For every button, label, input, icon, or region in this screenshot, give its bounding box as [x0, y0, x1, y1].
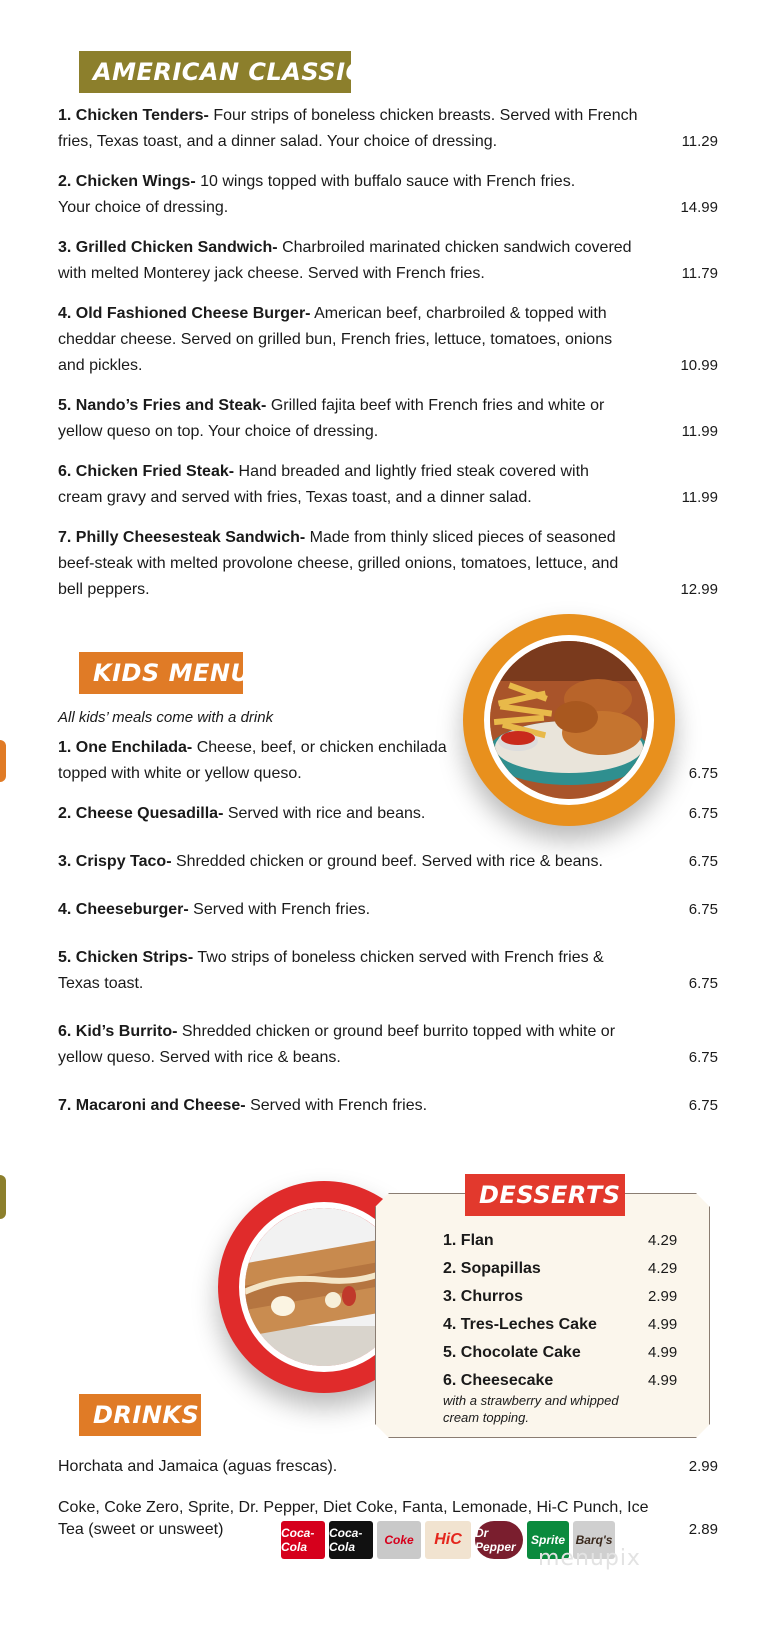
sprite-logo: Sprite — [527, 1521, 569, 1559]
item-price: 11.99 — [681, 423, 718, 440]
item-name: 1. One Enchilada- — [58, 739, 193, 756]
drink-price: 2.89 — [688, 1521, 718, 1538]
item-desc: Cheese, beef, or chicken enchilada topped with white or yellow queso. — [58, 739, 447, 782]
item-name: 2. Cheese Quesadilla- — [58, 805, 224, 822]
american-classics-banner: AMERICAN CLASSICS — [79, 51, 351, 93]
item-name: 7. Macaroni and Cheese- — [58, 1097, 246, 1114]
dessert-name: 1. Flan — [443, 1232, 494, 1249]
item-price: 11.79 — [681, 265, 718, 282]
menu-item-fries-and-steak — [58, 393, 718, 445]
edge-mark-orange — [0, 740, 6, 782]
drink-desc: Coke, Coke Zero, Sprite, Dr. Pepper, Diet Coke, Fanta, Lemonade, Hi-C Punch, Ice Tea (sweet or unsweet) — [58, 1499, 649, 1538]
dessert-flan — [443, 1232, 693, 1250]
kids-menu-banner: KIDS MENU — [79, 652, 243, 694]
menu-item-philly-cheesesteak — [58, 525, 718, 603]
item-name: 7. Philly Cheesesteak Sandwich- — [58, 529, 306, 546]
item-price: 10.99 — [680, 357, 718, 374]
item-name: 3. Grilled Chicken Sandwich- — [58, 239, 278, 256]
menu-item-chicken-fried-steak — [58, 459, 718, 511]
item-desc: Two strips of boneless chicken served with French fries & Texas toast. — [58, 949, 604, 992]
coca-cola-logo: Coca-Cola — [281, 1521, 325, 1559]
item-price: 6.75 — [688, 853, 718, 870]
item-price: 11.99 — [681, 489, 718, 506]
item-name: 6. Kid’s Burrito- — [58, 1023, 178, 1040]
kids-item-cheeseburger — [58, 897, 718, 923]
dessert-price: 2.99 — [648, 1288, 678, 1305]
item-name: 3. Crispy Taco- — [58, 853, 172, 870]
item-desc: Served with French fries. — [193, 901, 371, 918]
dessert-name: 6. Cheesecake — [443, 1372, 554, 1389]
menu-item-cheese-burger — [58, 301, 718, 379]
dessert-price: 4.29 — [648, 1260, 678, 1277]
item-desc: 10 wings topped with buffalo sauce with French fries. Your choice of dressing. — [58, 173, 576, 216]
dessert-price: 4.99 — [648, 1372, 678, 1389]
item-price: 6.75 — [688, 805, 718, 822]
item-name: 4. Old Fashioned Cheese Burger- — [58, 305, 311, 322]
dessert-name: 5. Chocolate Cake — [443, 1344, 581, 1361]
drinks-banner: DRINKS — [79, 1394, 201, 1436]
dessert-price: 4.29 — [648, 1232, 678, 1249]
item-price: 6.75 — [688, 901, 718, 918]
kids-item-burrito — [58, 1019, 718, 1071]
item-desc: Four strips of boneless chicken breasts. Served with French fries, Texas toast, and a dinner salad. Your choice of dressing. — [58, 107, 638, 150]
item-desc: Served with rice and beans. — [227, 805, 426, 822]
dessert-price: 4.99 — [648, 1316, 678, 1333]
coca-cola-black-logo: Coca-Cola — [329, 1521, 373, 1559]
item-name: 6. Chicken Fried Steak- — [58, 463, 235, 480]
watermark: menupix — [538, 1546, 641, 1571]
dessert-name: 2. Sopapillas — [443, 1260, 541, 1277]
item-desc: Served with French fries. — [250, 1097, 428, 1114]
dessert-sopapillas — [443, 1260, 693, 1278]
desserts-banner: DESSERTS — [465, 1174, 625, 1216]
dessert-churros — [443, 1288, 693, 1306]
item-desc: Shredded chicken or ground beef burrito topped with white or yellow queso. Served with rice & beans. — [58, 1023, 616, 1066]
coke-logo: Coke — [377, 1521, 421, 1559]
hi-c-logo: HiC — [425, 1521, 471, 1559]
edge-mark-olive — [0, 1175, 6, 1219]
drink-aguas-frescas — [58, 1456, 718, 1478]
cheesecake-note: with a strawberry and whipped cream topping. — [443, 1393, 619, 1425]
dessert-chocolate-cake — [443, 1344, 693, 1362]
dessert-name: 3. Churros — [443, 1288, 524, 1305]
dessert-price: 4.99 — [648, 1344, 678, 1361]
item-price: 11.29 — [681, 133, 718, 150]
item-desc: Grilled fajita beef with French fries and white or yellow queso on top. Your choice of dressing. — [58, 397, 605, 440]
item-desc: Charbroiled marinated chicken sandwich covered with melted Monterey jack cheese. Served with French fries. — [58, 239, 632, 282]
kids-item-chicken-strips — [58, 945, 718, 997]
kids-item-one-enchilada — [58, 735, 718, 787]
kids-item-cheese-quesadilla — [58, 801, 718, 827]
item-desc: Hand breaded and lightly fried steak covered with cream gravy and served with fries, Texas toast, and a dinner salad. — [58, 463, 589, 506]
dessert-name: 4. Tres-Leches Cake — [443, 1316, 597, 1333]
item-price: 6.75 — [688, 1049, 718, 1066]
dessert-tres-leches-cake — [443, 1316, 693, 1334]
item-name: 4. Cheeseburger- — [58, 901, 189, 918]
menu-item-grilled-chicken-sandwich — [58, 235, 718, 287]
item-desc: Shredded chicken or ground beef. Served with rice & beans. — [175, 853, 603, 870]
item-desc: Made from thinly sliced pieces of seasoned beef-steak with melted provolone cheese, grilled onions, tomatoes, lettuce, and bell peppers. — [58, 529, 619, 598]
item-price: 6.75 — [688, 1097, 718, 1114]
item-desc: American beef, charbroiled & topped with cheddar cheese. Served on grilled bun, French fries, lettuce, tomatoes, onions and pickles. — [58, 305, 613, 374]
drink-desc: Horchata and Jamaica (aguas frescas). — [58, 1458, 338, 1475]
drink-price: 2.99 — [688, 1458, 718, 1475]
item-name: 1. Chicken Tenders- — [58, 107, 209, 124]
item-price: 6.75 — [688, 975, 718, 992]
item-price: 6.75 — [688, 765, 718, 782]
item-price: 14.99 — [680, 199, 718, 216]
kids-item-crispy-taco — [58, 849, 718, 875]
item-name: 2. Chicken Wings- — [58, 173, 196, 190]
dr-pepper-logo: Dr Pepper — [475, 1521, 523, 1559]
barqs-logo: Barq's — [573, 1521, 615, 1559]
menu-item-chicken-wings — [58, 169, 718, 221]
kids-item-macaroni-and-cheese — [58, 1093, 718, 1119]
menu-item-chicken-tenders — [58, 103, 718, 155]
item-name: 5. Nando’s Fries and Steak- — [58, 397, 267, 414]
kids-meal-note: All kids’ meals come with a drink — [58, 709, 274, 726]
item-name: 5. Chicken Strips- — [58, 949, 194, 966]
item-price: 12.99 — [680, 581, 718, 598]
dessert-cheesecake — [443, 1372, 693, 1390]
